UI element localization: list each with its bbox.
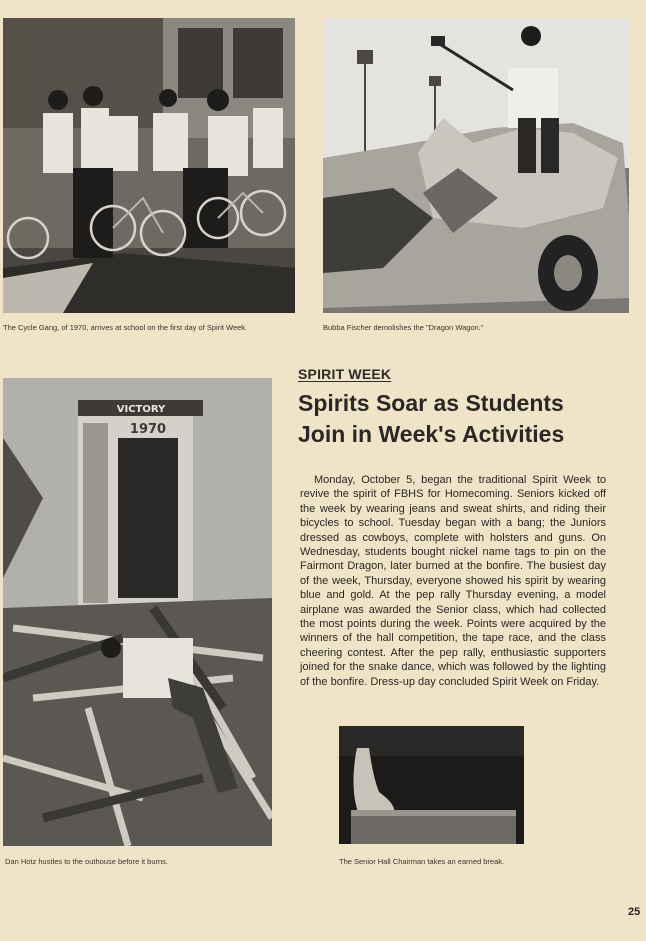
section-tag: SPIRIT WEEK bbox=[298, 366, 392, 382]
outhouse-caption: Dan Hotz hustles to the outhouse before it burns. bbox=[5, 857, 169, 866]
hall-chairman-photo bbox=[339, 726, 524, 844]
cycle-gang-caption: The Cycle Gang, of 1970, arrives at school on the first day of Spirit Week. bbox=[3, 323, 248, 332]
article-headline bbox=[298, 388, 628, 450]
headline-line-2: Join in Week's Activities bbox=[298, 421, 565, 447]
page-number: 25 bbox=[628, 906, 641, 918]
outhouse-sign-text: VICTORY bbox=[116, 404, 166, 415]
hall-chairman-caption: The Senior Hall Chairman takes an earned break. bbox=[339, 857, 505, 866]
dragon-wagon-caption: Bubba Fischer demolishes the "Dragon Wagon." bbox=[323, 323, 484, 332]
outhouse-door-text: 1970 bbox=[129, 422, 167, 437]
cycle-gang-photo bbox=[3, 18, 295, 313]
dragon-wagon-photo bbox=[323, 18, 629, 313]
outhouse-photo bbox=[3, 378, 272, 846]
headline-line-1: Spirits Soar as Students bbox=[298, 390, 564, 416]
article-body: Monday, October 5, began the traditional Spirit Week to revive the spirit of FBHS for Homecoming. Seniors kicked off the week by wearing jeans and sweat shirts, and riding their bicycles to school. Tuesday began with a bang; the Juniors dressed as cowboys, complete with holsters and guns. On Wednesday, students bought nickel name tags to pin on the Fairmont Dragon, later burned at the bonfire. The busiest day of the week, Thursday, everyone showed his spirit by wearing blue and gold. At the pep rally Thursday evening, a model airplane was awarded the Senior class, which had collected the most points during the week. Points were acquired by the winners of the hall competition, the tape race, and the class cheering contest. After the pep rally, enthusiastic supporters joined for the snake dance, which was followed by the lighting of the bonfire. Dress-up day concluded Spirit Week on Friday. bbox=[300, 474, 606, 688]
